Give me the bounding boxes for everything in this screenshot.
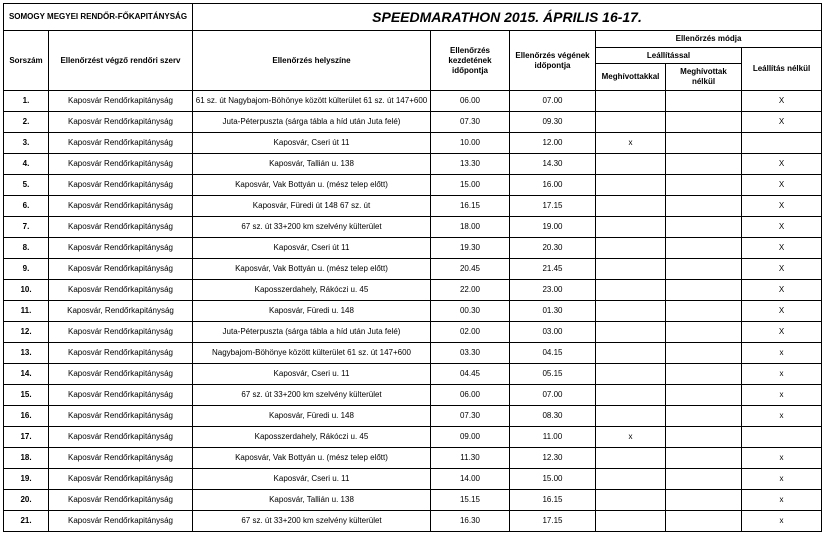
row-location: Kaposvár, Füredi út 148 67 sz. út (193, 196, 431, 217)
row-meghivottakkal: x (596, 427, 666, 448)
row-number: 16. (4, 406, 49, 427)
row-end-time: 20.30 (510, 238, 596, 259)
row-org: Kaposvár Rendőrkapitányság (49, 490, 193, 511)
table-row (4, 490, 822, 511)
row-start-time: 06.00 (431, 385, 510, 406)
row-meghivottak-nelkul (666, 343, 742, 364)
row-location: 61 sz. út Nagybajom-Böhönye között külterület 61 sz. út 147+600 (193, 91, 431, 112)
row-location: Kaposvár, Cseri út 11 (193, 238, 431, 259)
row-location: Kaposszerdahely, Rákóczi u. 45 (193, 427, 431, 448)
table-row (4, 448, 822, 469)
row-org: Kaposvár Rendőrkapitányság (49, 511, 193, 532)
row-number: 7. (4, 217, 49, 238)
row-end-time: 17.15 (510, 196, 596, 217)
row-org: Kaposvár Rendőrkapitányság (49, 427, 193, 448)
table-row (4, 511, 822, 532)
row-meghivottak-nelkul (666, 91, 742, 112)
row-meghivottak-nelkul (666, 133, 742, 154)
row-meghivottakkal (596, 511, 666, 532)
row-number: 21. (4, 511, 49, 532)
row-end-time: 08.30 (510, 406, 596, 427)
row-end-time: 11.00 (510, 427, 596, 448)
table-row (4, 406, 822, 427)
row-location: Juta-Péterpuszta (sárga tábla a híd után Juta felé) (193, 322, 431, 343)
row-number: 14. (4, 364, 49, 385)
row-meghivottak-nelkul (666, 154, 742, 175)
row-meghivottak-nelkul (666, 259, 742, 280)
row-meghivottakkal (596, 196, 666, 217)
row-leallitas-nelkul: X (742, 196, 822, 217)
row-number: 5. (4, 175, 49, 196)
row-end-time: 09.30 (510, 112, 596, 133)
row-leallitas-nelkul: X (742, 259, 822, 280)
row-leallitas-nelkul: X (742, 322, 822, 343)
table-row (4, 217, 822, 238)
table-row (4, 385, 822, 406)
row-location: Kaposvár, Tallián u. 138 (193, 490, 431, 511)
row-org: Kaposvár Rendőrkapitányság (49, 175, 193, 196)
row-meghivottak-nelkul (666, 112, 742, 133)
row-number: 18. (4, 448, 49, 469)
col-header-szerv: Ellenőrzést végző rendőri szerv (49, 31, 193, 91)
row-leallitas-nelkul (742, 133, 822, 154)
row-location: Kaposvár, Tallián u. 138 (193, 154, 431, 175)
row-meghivottak-nelkul (666, 238, 742, 259)
row-number: 9. (4, 259, 49, 280)
row-org: Kaposvár Rendőrkapitányság (49, 322, 193, 343)
row-number: 8. (4, 238, 49, 259)
row-org: Kaposvár Rendőrkapitányság (49, 112, 193, 133)
row-location: Kaposvár, Cseri u. 11 (193, 364, 431, 385)
row-end-time: 01.30 (510, 301, 596, 322)
table-row (4, 301, 822, 322)
row-location: Kaposvár, Vak Bottyán u. (mész telep előtt) (193, 259, 431, 280)
row-meghivottakkal (596, 343, 666, 364)
row-end-time: 17.15 (510, 511, 596, 532)
row-leallitas-nelkul: X (742, 175, 822, 196)
row-meghivottakkal (596, 154, 666, 175)
row-org: Kaposvár Rendőrkapitányság (49, 91, 193, 112)
row-start-time: 15.15 (431, 490, 510, 511)
row-number: 13. (4, 343, 49, 364)
row-meghivottak-nelkul (666, 322, 742, 343)
row-leallitas-nelkul: X (742, 301, 822, 322)
table-row (4, 469, 822, 490)
row-meghivottakkal (596, 322, 666, 343)
row-start-time: 07.30 (431, 406, 510, 427)
row-leallitas-nelkul: X (742, 217, 822, 238)
row-start-time: 14.00 (431, 469, 510, 490)
table-row (4, 133, 822, 154)
col-header-leallitas-nelkul: Leállítás nélkül (742, 48, 822, 91)
row-start-time: 04.45 (431, 364, 510, 385)
row-org: Kaposvár Rendőrkapitányság (49, 238, 193, 259)
row-location: Nagybajom-Böhönye között külterület 61 sz. út 147+600 (193, 343, 431, 364)
row-leallitas-nelkul: x (742, 385, 822, 406)
row-end-time: 15.00 (510, 469, 596, 490)
row-start-time: 06.00 (431, 91, 510, 112)
table-row (4, 259, 822, 280)
row-meghivottakkal (596, 259, 666, 280)
row-leallitas-nelkul (742, 427, 822, 448)
table-body (4, 91, 822, 532)
row-end-time: 04.15 (510, 343, 596, 364)
col-header-meghivottakkal: Meghívottakkal (596, 64, 666, 91)
col-header-meghivottak-nelkul: Meghívottak nélkül (666, 64, 742, 91)
table-row (4, 112, 822, 133)
row-leallitas-nelkul: x (742, 343, 822, 364)
row-start-time: 10.00 (431, 133, 510, 154)
table-row (4, 238, 822, 259)
row-meghivottak-nelkul (666, 175, 742, 196)
row-number: 19. (4, 469, 49, 490)
row-org: Kaposvár Rendőrkapitányság (49, 469, 193, 490)
row-location: Kaposvár, Cseri u. 11 (193, 469, 431, 490)
row-location: Kaposvár, Füredi u. 148 (193, 406, 431, 427)
row-meghivottakkal (596, 280, 666, 301)
row-meghivottak-nelkul (666, 280, 742, 301)
row-meghivottak-nelkul (666, 427, 742, 448)
row-number: 10. (4, 280, 49, 301)
row-meghivottak-nelkul (666, 196, 742, 217)
row-location: Kaposvár, Vak Bottyán u. (mész telep előtt) (193, 175, 431, 196)
col-header-veg: Ellenőrzés végének időpontja (510, 31, 596, 91)
row-start-time: 15.00 (431, 175, 510, 196)
row-number: 12. (4, 322, 49, 343)
row-org: Kaposvár Rendőrkapitányság (49, 448, 193, 469)
row-start-time: 03.30 (431, 343, 510, 364)
row-end-time: 21.45 (510, 259, 596, 280)
row-leallitas-nelkul: x (742, 448, 822, 469)
row-location: 67 sz. út 33+200 km szelvény külterület (193, 217, 431, 238)
page-title: SPEEDMARATHON 2015. ÁPRILIS 16-17. (193, 4, 822, 31)
table-row (4, 343, 822, 364)
row-end-time: 16.15 (510, 490, 596, 511)
row-meghivottakkal (596, 364, 666, 385)
row-org: Kaposvár Rendőrkapitányság (49, 385, 193, 406)
row-leallitas-nelkul: X (742, 91, 822, 112)
row-meghivottak-nelkul (666, 469, 742, 490)
row-end-time: 07.00 (510, 385, 596, 406)
row-meghivottakkal (596, 238, 666, 259)
row-meghivottakkal (596, 469, 666, 490)
row-location: Juta-Péterpuszta (sárga tábla a híd után Juta felé) (193, 112, 431, 133)
row-org: Kaposvár Rendőrkapitányság (49, 343, 193, 364)
row-meghivottak-nelkul (666, 511, 742, 532)
table-row (4, 196, 822, 217)
row-number: 6. (4, 196, 49, 217)
row-meghivottakkal (596, 301, 666, 322)
row-start-time: 19.30 (431, 238, 510, 259)
row-start-time: 22.00 (431, 280, 510, 301)
row-leallitas-nelkul: x (742, 364, 822, 385)
row-location: Kaposvár, Füredi u. 148 (193, 301, 431, 322)
row-org: Kaposvár Rendőrkapitányság (49, 406, 193, 427)
row-leallitas-nelkul: x (742, 469, 822, 490)
row-location: 67 sz. út 33+200 km szelvény külterület (193, 385, 431, 406)
row-location: Kaposvár, Vak Bottyán u. (mész telep előtt) (193, 448, 431, 469)
row-org: Kaposvár Rendőrkapitányság (49, 280, 193, 301)
row-meghivottak-nelkul (666, 217, 742, 238)
row-meghivottak-nelkul (666, 301, 742, 322)
row-number: 11. (4, 301, 49, 322)
row-org: Kaposvár, Rendőrkapitányság (49, 301, 193, 322)
row-meghivottakkal (596, 91, 666, 112)
row-org: Kaposvár Rendőrkapitányság (49, 196, 193, 217)
row-meghivottakkal (596, 448, 666, 469)
row-meghivottakkal (596, 112, 666, 133)
row-meghivottakkal (596, 406, 666, 427)
row-org: Kaposvár Rendőrkapitányság (49, 259, 193, 280)
row-number: 2. (4, 112, 49, 133)
col-header-sorszam: Sorszám (4, 31, 49, 91)
row-end-time: 23.00 (510, 280, 596, 301)
row-start-time: 16.15 (431, 196, 510, 217)
row-end-time: 12.00 (510, 133, 596, 154)
row-end-time: 14.30 (510, 154, 596, 175)
row-meghivottakkal (596, 385, 666, 406)
row-meghivottak-nelkul (666, 448, 742, 469)
table-row (4, 154, 822, 175)
row-leallitas-nelkul: x (742, 490, 822, 511)
row-leallitas-nelkul: X (742, 238, 822, 259)
table-row (4, 280, 822, 301)
row-meghivottakkal: x (596, 133, 666, 154)
row-end-time: 03.00 (510, 322, 596, 343)
col-header-mod: Ellenőrzés módja (596, 31, 822, 48)
table-row (4, 175, 822, 196)
row-end-time: 05.15 (510, 364, 596, 385)
row-start-time: 00.30 (431, 301, 510, 322)
col-header-leallitassal: Leállítással (596, 48, 742, 64)
row-org: Kaposvár Rendőrkapitányság (49, 154, 193, 175)
row-start-time: 02.00 (431, 322, 510, 343)
row-org: Kaposvár Rendőrkapitányság (49, 217, 193, 238)
row-location: Kaposszerdahely, Rákóczi u. 45 (193, 280, 431, 301)
row-leallitas-nelkul: x (742, 406, 822, 427)
row-meghivottakkal (596, 217, 666, 238)
row-meghivottak-nelkul (666, 406, 742, 427)
row-end-time: 19.00 (510, 217, 596, 238)
row-number: 20. (4, 490, 49, 511)
row-leallitas-nelkul: X (742, 154, 822, 175)
row-meghivottakkal (596, 175, 666, 196)
table-row (4, 364, 822, 385)
row-start-time: 18.00 (431, 217, 510, 238)
row-start-time: 09.00 (431, 427, 510, 448)
row-start-time: 11.30 (431, 448, 510, 469)
row-start-time: 20.45 (431, 259, 510, 280)
col-header-kezdet: Ellenőrzés kezdetének időpontja (431, 31, 510, 91)
row-end-time: 12.30 (510, 448, 596, 469)
row-start-time: 07.30 (431, 112, 510, 133)
row-end-time: 07.00 (510, 91, 596, 112)
row-leallitas-nelkul: X (742, 112, 822, 133)
row-leallitas-nelkul: x (742, 511, 822, 532)
col-header-helyszin: Ellenőrzés helyszíne (193, 31, 431, 91)
table-row (4, 322, 822, 343)
row-meghivottak-nelkul (666, 364, 742, 385)
row-org: Kaposvár Rendőrkapitányság (49, 133, 193, 154)
row-end-time: 16.00 (510, 175, 596, 196)
row-leallitas-nelkul: X (742, 280, 822, 301)
row-location: 67 sz. út 33+200 km szelvény külterület (193, 511, 431, 532)
row-number: 17. (4, 427, 49, 448)
row-number: 3. (4, 133, 49, 154)
row-meghivottak-nelkul (666, 490, 742, 511)
row-start-time: 13.30 (431, 154, 510, 175)
row-org: Kaposvár Rendőrkapitányság (49, 364, 193, 385)
org-name: SOMOGY MEGYEI RENDŐR-FŐKAPITÁNYSÁG (4, 4, 193, 31)
table-row (4, 91, 822, 112)
row-meghivottak-nelkul (666, 385, 742, 406)
row-meghivottakkal (596, 490, 666, 511)
speedmarathon-sheet (3, 3, 822, 532)
row-number: 4. (4, 154, 49, 175)
row-location: Kaposvár, Cseri út 11 (193, 133, 431, 154)
table-row (4, 427, 822, 448)
row-number: 15. (4, 385, 49, 406)
schedule-table (3, 3, 822, 532)
row-start-time: 16.30 (431, 511, 510, 532)
row-number: 1. (4, 91, 49, 112)
